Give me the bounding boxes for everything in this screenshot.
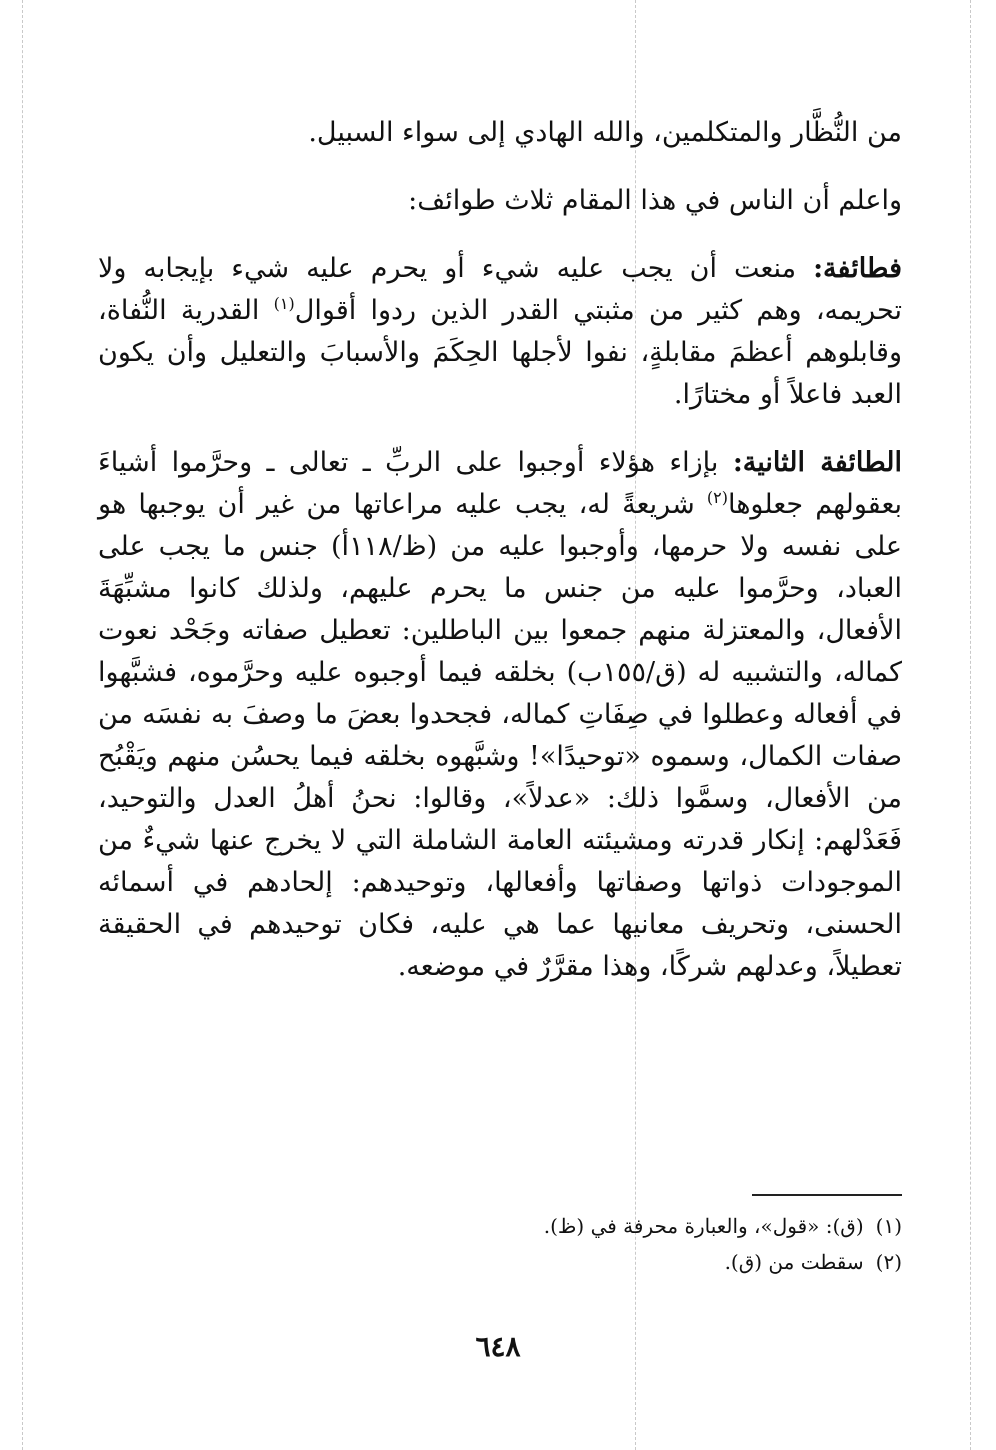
main-text [98, 112, 902, 988]
paragraph-3-text-b: القدرية النُّفاة، وقابلوهم أعظمَ مقابلةٍ، نفوا لأجلها الحِكَمَ والأسبابَ والتعليل وأن يكون العبد فاعلاً أو مختارًا. [98, 295, 902, 410]
paragraph-3 [98, 248, 902, 416]
paragraph-4 [98, 442, 902, 988]
paragraph-3-text-a: منعت أن يجب عليه شيء أو يحرم عليه شيء بإيجابه ولا تحريمه، وهم كثير من مثبتي القدر الذين ردوا أقوال [98, 253, 902, 326]
footnote-divider [752, 1194, 902, 1196]
footnote-text: (ق): «قول»، والعبارة محرفة في (ظ). [543, 1214, 864, 1238]
footnote-ref-1[interactable]: (١) [273, 294, 295, 313]
paragraph-4-label: الطائفة الثانية: [732, 447, 902, 478]
footnote-2 [98, 1244, 902, 1280]
paragraph-4-text-b: شريعةً له، يجب عليه مراعاتها من غير أن يوجبها هو على نفسه ولا حرمها، وأوجبوا عليه من (ظ/١١٨أ) جنس ما يجب على العباد، وحرَّموا عليه من جنس ما يحرم عليهم، ولذلك كانوا مشبِّهَةَ الأفعال، والمعتزلة منهم جمعوا بين الباطلين: تعطيل صفاته وجَحْد نعوت كماله، والتشبيه له (ق/١٥٥ب) بخلقه فيما أوجبوه عليه وحرَّموه، فشبَّهوا في أفعاله وعطلوا في صِفَاتِ كماله، فجحدوا بعضَ ما وصفَ به نفسَه من صفات الكمال، وسموه «توحيدًا»! وشبَّهوه بخلقه فيما يحسُن منهم ويَقْبُح من الأفعال، وسمَّوا ذلك: «عدلاً»، وقالوا: نحنُ أهلُ العدل والتوحيد، فَعَدْلهم: إنكار قدرته ومشيئته العامة الشاملة التي لا يخرج عنها شيءٌ من الموجودات ذواتها وصفاتها وأفعالها، وتوحيدهم: إلحادهم في أسمائه الحسنى، وتحريف معانيها عما هي عليه، فكان توحيدهم في الحقيقة تعطيلاً، وعدلهم شركًا، وهذا مقرَّرٌ في موضعه. [98, 489, 902, 982]
paragraph-2: واعلم أن الناس في هذا المقام ثلاث طوائف: [408, 185, 902, 216]
footnote-number: (٢) [875, 1250, 902, 1274]
paragraph-4-text-a: بإزاء هؤلاء أوجبوا على الربِّ ـ تعالى ـ وحرَّموا أشياءَ بعقولهم جعلوها [98, 447, 902, 520]
scan-guide-line [970, 0, 971, 1450]
footnote-1 [98, 1208, 902, 1244]
paragraph-1: من النُّظَّار والمتكلمين، والله الهادي إلى سواء السبيل. [308, 117, 902, 148]
footnotes [98, 1208, 902, 1280]
paragraph-3-label: فطائفة: [813, 253, 902, 284]
page-number: ٦٤٨ [475, 1330, 521, 1363]
footnote-ref-2[interactable]: (٢) [706, 488, 728, 507]
footnote-number: (١) [875, 1214, 902, 1238]
scan-guide-line [22, 0, 23, 1450]
footnote-text: سقطت من (ق). [724, 1250, 864, 1274]
